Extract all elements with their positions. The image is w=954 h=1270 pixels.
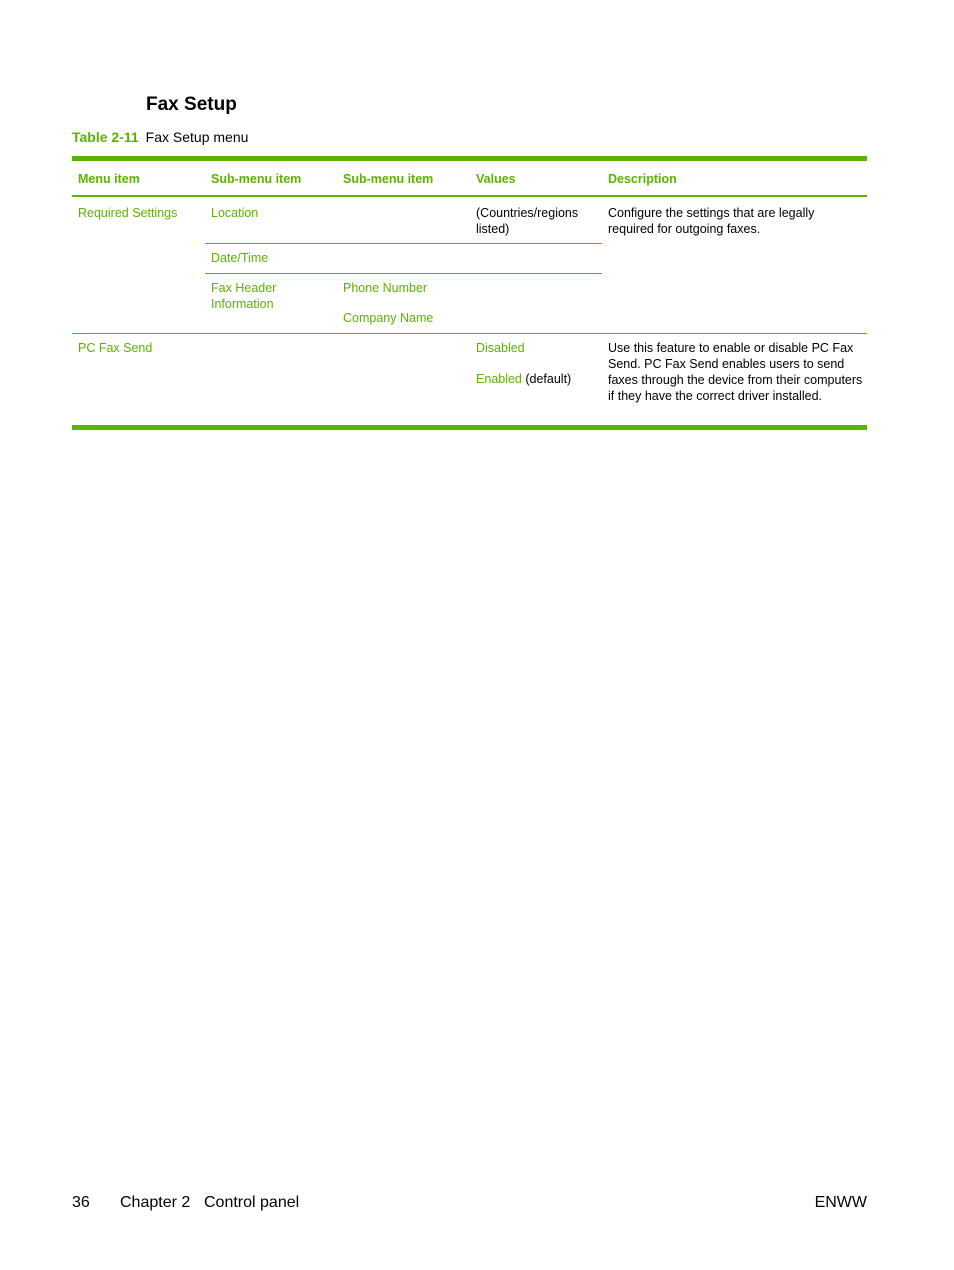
row-divider [205,273,602,274]
submenu-company-name[interactable]: Company Name [343,311,434,325]
value-countries-regions: (Countries/regions listed) [476,206,579,236]
table-header-row [72,161,867,195]
value-enabled-default [476,371,601,387]
menu-pc-fax-send[interactable]: PC Fax Send [78,341,153,355]
footer-chapter: Chapter 2 [120,1194,191,1211]
table-number: Table 2-11 [72,129,139,145]
footer-chapter-title: Control panel [204,1194,300,1211]
table-caption [72,128,248,146]
fax-setup-table [72,156,867,430]
description-required-settings: Configure the settings that are legally required for outgoing faxes. [608,206,815,236]
table-caption-text: Fax Setup menu [145,129,249,145]
row-divider [205,243,602,244]
section-title: Fax Setup [146,94,237,115]
header-sub-menu-item-2: Sub-menu item [343,172,434,186]
default-label: (default) [525,372,572,386]
header-description: Description [608,172,677,186]
header-values: Values [476,172,516,186]
row-divider [72,333,867,334]
submenu-date-time[interactable]: Date/Time [211,251,269,265]
submenu-fax-header-information[interactable]: Fax Header Information [211,281,277,311]
submenu-phone-number[interactable]: Phone Number [343,281,428,295]
header-sub-menu-item-1: Sub-menu item [211,172,302,186]
value-enabled[interactable]: Enabled [476,372,522,386]
submenu-location[interactable]: Location [211,206,259,220]
footer-page-number: 36 [72,1194,90,1211]
menu-required-settings[interactable]: Required Settings [78,206,178,220]
table-bottom-rule [72,425,867,430]
value-disabled[interactable]: Disabled [476,341,525,355]
footer-enww: ENWW [814,1194,867,1211]
table-body [72,197,867,425]
description-pc-fax-send: Use this feature to enable or disable PC Fax Send. PC Fax Send enables users to send faxes through the device from their computers if they have the correct driver installed. [608,341,863,403]
header-menu-item: Menu item [78,172,140,186]
